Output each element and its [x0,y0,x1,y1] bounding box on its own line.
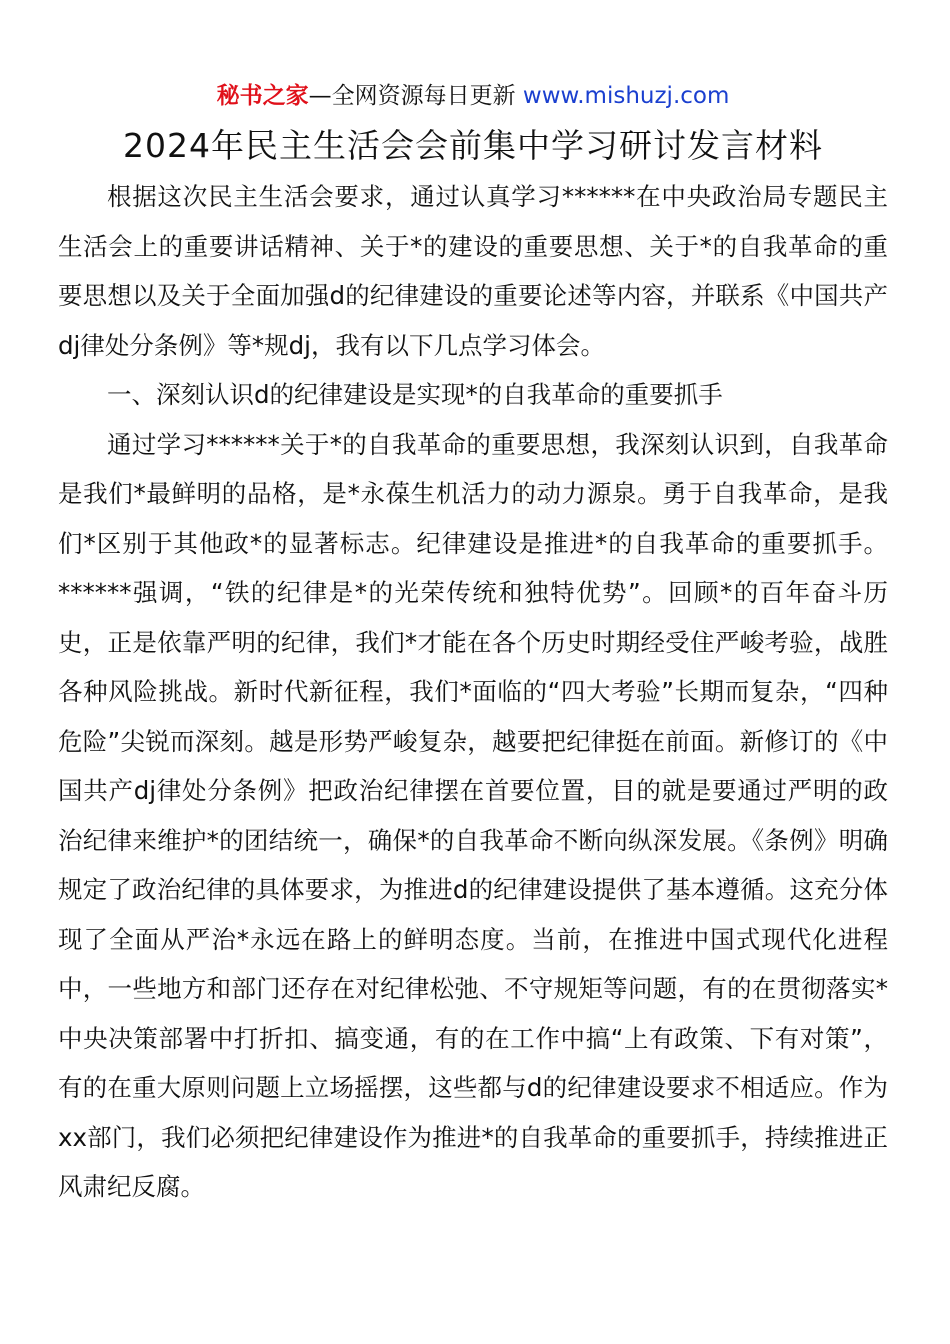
document-title: 2024年民主生活会会前集中学习研讨发言材料 [123,126,823,165]
intro-paragraph: 根据这次民主生活会要求，通过认真学习******在中央政治局专题民主生活会上的重要讲话精神、关于*的建设的重要思想、关于*的自我革命的重要思想以及关于全面加强d的纪律建设的重要论述等内容，并联系《中国共产dj律处分条例》等*规dj，我有以下几点学习体会。 [58,182,888,360]
section-body-1: 通过学习******关于*的自我革命的重要思想，我深刻认识到，自我革命是我们*最鲜明的品格，是*永葆生机活力的动力源泉。勇于自我革命，是我们*区别于其他政*的显著标志。纪律建设是推进*的自我革命的重要抓手。******强调，“铁的纪律是*的光荣传统和独特优势”。回顾*的百年奋斗历史，正是依靠严明的纪律，我们*才能在各个历史时期经受住严峻考验，战胜各种风险挑战。新时代新征程，我们*面临的“四大考验”长期而复杂，“四种危险”尖锐而深刻。越是形势严峻复杂，越要把纪律挺在前面。新修订的《中国共产dj律处分条例》把政治纪律摆在首要位置，目的就是要通过严明的政治纪律来维护*的团结统一，确保*的自我革命不断向纵深发展。《条例》明确规定了政治纪律的具体要求，为推进d的纪律建设提供了基本遵循。这充分体现了全面从严治*永远在路上的鲜明态度。当前，在推进中国式现代化进程中，一些地方和部门还存在对纪律松弛、不守规矩等问题，有的在贯彻落实*中央决策部署中打折扣、搞变通，有的在工作中搞“上有政策、下有对策”，有的在重大原则问题上立场摇摆，这些都与d的纪律建设要求不相适应。作为xx部门，我们必须把纪律建设作为推进*的自我革命的重要抓手，持续推进正风肃纪反腐。 [58,429,888,1201]
header-tagline: —全网资源每日更新 [308,83,523,109]
section-heading-1: 一、深刻认识d的纪律建设是实现*的自我革命的重要抓手 [107,380,723,409]
site-url-link[interactable]: www.mishuzj.com [522,83,730,109]
brand-name: 秘书之家 [216,83,309,109]
site-header [58,80,888,112]
